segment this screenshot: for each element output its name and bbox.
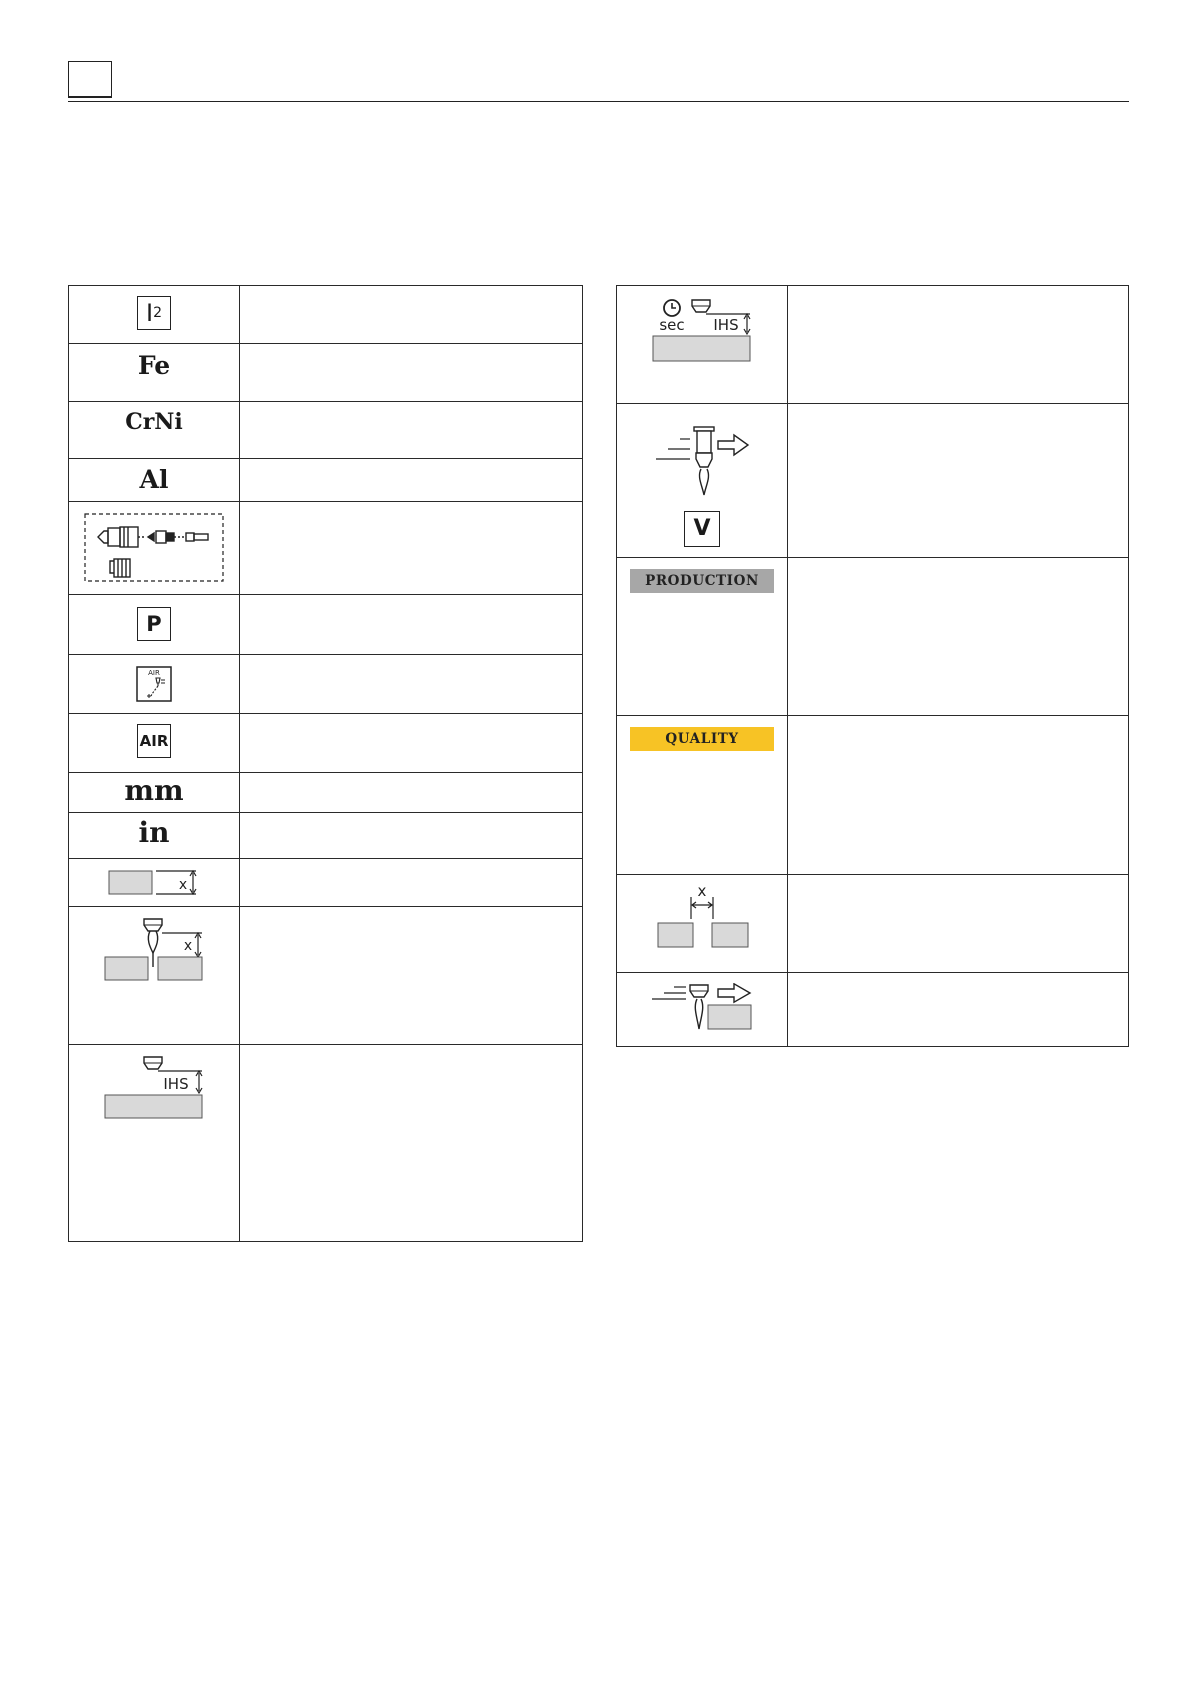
symbol-cell — [69, 595, 240, 655]
symbol-cell — [69, 859, 240, 907]
description-cell — [240, 286, 583, 344]
symbol-cell — [617, 558, 788, 716]
table-row — [69, 655, 583, 714]
description-cell — [240, 714, 583, 773]
cut-thickness-icon — [104, 917, 204, 983]
production-mode-icon: PRODUCTION — [630, 569, 774, 593]
air-icon: AIR — [137, 724, 171, 758]
symbol-cell — [617, 286, 788, 404]
pierce-travel-icon — [650, 983, 754, 1041]
description-cell — [240, 655, 583, 714]
table-row — [617, 558, 1129, 716]
description-cell — [240, 813, 583, 859]
symbol-cell — [69, 1045, 240, 1242]
table-row — [69, 813, 583, 859]
description-cell — [240, 459, 583, 502]
description-cell — [788, 286, 1129, 404]
header-rule — [68, 101, 1129, 102]
ihs-height-icon — [104, 1055, 204, 1121]
table-row — [69, 595, 583, 655]
current-i2-subscript: 2 — [153, 305, 162, 321]
description-cell — [240, 859, 583, 907]
symbol-cell — [69, 344, 240, 402]
unit-mm-icon: mm — [124, 774, 184, 807]
symbol-cell — [69, 286, 240, 344]
table-row — [69, 714, 583, 773]
description-cell — [788, 716, 1129, 875]
symbol-cell — [69, 655, 240, 714]
description-cell — [240, 402, 583, 459]
thickness-x-icon — [108, 868, 200, 896]
table-row — [617, 973, 1129, 1047]
symbol-cell — [69, 907, 240, 1045]
table-row — [69, 1045, 583, 1242]
description-cell — [788, 558, 1129, 716]
table-row — [69, 773, 583, 813]
description-cell — [240, 595, 583, 655]
table-row — [69, 286, 583, 344]
material-crni-icon: CrNi — [125, 409, 183, 435]
table-row — [69, 402, 583, 459]
torch-consumables-icon — [84, 513, 224, 583]
description-cell — [240, 907, 583, 1045]
table-row — [617, 875, 1129, 973]
cut-thickness-x-label: x — [183, 938, 193, 954]
air-test-label: AIR — [148, 669, 160, 677]
kerf-x-label: x — [697, 883, 707, 900]
table-row — [69, 344, 583, 402]
description-cell — [788, 875, 1129, 973]
symbol-cell — [69, 459, 240, 502]
air-test-icon — [136, 666, 172, 702]
table-row — [69, 859, 583, 907]
description-cell — [788, 404, 1129, 558]
table-row — [617, 404, 1129, 558]
table-row — [617, 286, 1129, 404]
quality-mode-icon: QUALITY — [630, 727, 774, 751]
symbol-cell — [69, 813, 240, 859]
table-row — [69, 907, 583, 1045]
description-cell — [240, 344, 583, 402]
table-row — [69, 459, 583, 502]
symbol-cell — [69, 773, 240, 813]
unit-in-icon: in — [138, 816, 170, 849]
kerf-width-icon — [654, 883, 750, 957]
ihs-delay-sec-label: sec — [659, 316, 685, 334]
symbol-cell — [617, 404, 788, 558]
thickness-x-label: x — [178, 877, 188, 893]
speed-v-label: V — [684, 511, 720, 547]
material-al-icon: Al — [139, 465, 169, 494]
current-i2-symbol: I — [146, 299, 154, 327]
symbol-cell — [69, 714, 240, 773]
description-cell — [240, 502, 583, 595]
ihs-delay-ihs-label: IHS — [713, 316, 739, 334]
description-cell — [240, 773, 583, 813]
program-p-icon: P — [137, 607, 171, 641]
symbol-cell — [617, 716, 788, 875]
page-corner-mark — [68, 61, 112, 98]
symbols-table-right — [616, 285, 1129, 1047]
table-row — [69, 502, 583, 595]
cutting-speed-icon — [652, 425, 752, 501]
current-i2-icon — [137, 296, 171, 330]
ihs-label: IHS — [163, 1075, 189, 1093]
ihs-delay-icon — [652, 298, 752, 364]
table-row — [617, 716, 1129, 875]
symbol-cell — [69, 502, 240, 595]
symbol-cell — [617, 875, 788, 973]
symbol-cell — [69, 402, 240, 459]
description-cell — [240, 1045, 583, 1242]
symbols-table-left — [68, 285, 583, 1242]
symbol-cell — [617, 973, 788, 1047]
description-cell — [788, 973, 1129, 1047]
material-fe-icon: Fe — [137, 351, 171, 380]
